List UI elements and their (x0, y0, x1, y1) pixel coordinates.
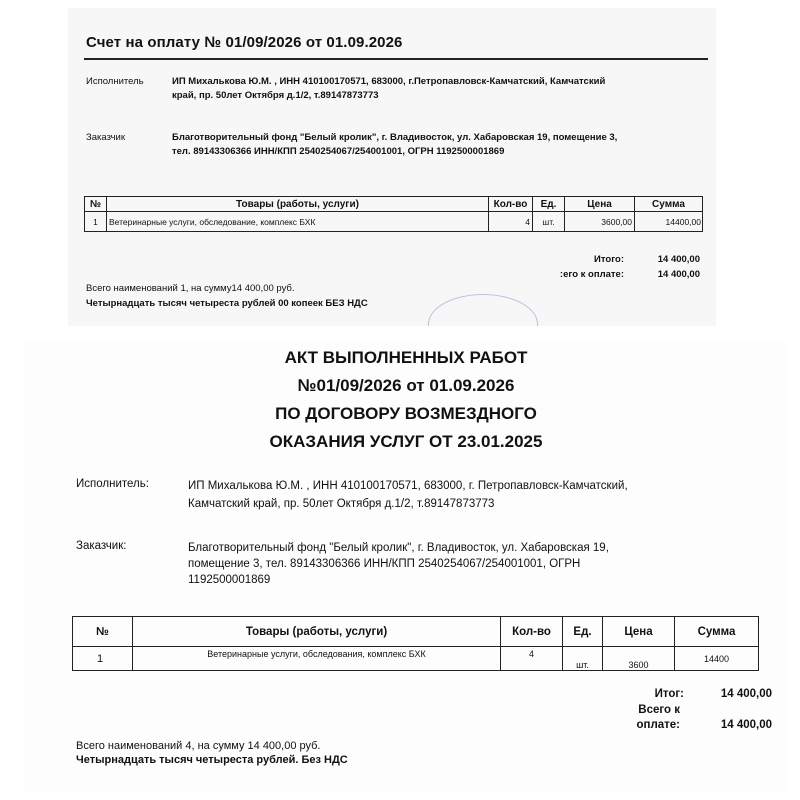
cell-goods: Ветеринарные услуги, обследования, комплекс БХК (133, 647, 501, 671)
cell-sum: 14400,00 (635, 212, 703, 232)
cell-quantity: 4 (501, 647, 563, 671)
invoice-to-pay-value: 14 400,00 (657, 269, 700, 280)
act-title-line-2: №01/09/2026 от 01.09.2026 (297, 376, 515, 395)
act-customer-line-3: 1192500001869 (188, 574, 271, 586)
table-row (85, 212, 703, 232)
act-title-line-1: АКТ ВЫПОЛНЕННЫХ РАБОТ (284, 348, 528, 367)
cell-sum: 14400 (675, 647, 759, 671)
column-header-number: № (73, 617, 133, 647)
act-title-line-4: ОКАЗАНИЯ УСЛУГ ОТ 23.01.2025 (269, 432, 543, 451)
invoice-title: Счет на оплату № 01/09/2026 от 01.09.2026 (86, 34, 403, 51)
invoice-summary-line: Всего наименований 1, на сумму14 400,00 руб. (86, 283, 295, 294)
column-header-sum: Сумма (675, 617, 759, 647)
invoice-total-value: 14 400,00 (657, 254, 700, 265)
act-executor-line-1: ИП Михалькова Ю.М. , ИНН 410100170571, 683000, г. Петропавловск-Камчатский, (188, 480, 628, 492)
invoice-executor-line-2: край, пр. 50лет Октября д.1/2, т.89147873773 (172, 90, 379, 101)
act-customer-label: Заказчик: (76, 540, 127, 552)
act-to-pay-label-line-2: оплате: (636, 719, 680, 731)
cell-quantity: 4 (489, 212, 533, 232)
invoice-items-table (84, 196, 703, 232)
panel-divider (68, 326, 716, 342)
act-summary-line: Всего наименований 4, на сумму 14 400,00 руб. (76, 740, 321, 752)
column-header-quantity: Кол-во (501, 617, 563, 647)
act-customer-line-2: помещение 3, тел. 89143306366 ИНН/КПП 2540254067/254001001, ОГРН (188, 558, 581, 570)
cell-price: 3600,00 (565, 212, 635, 232)
table-row (73, 647, 759, 671)
invoice-executor-label: Исполнитель (86, 76, 144, 87)
act-document (24, 342, 788, 792)
invoice-table-header-row (85, 197, 703, 212)
invoice-amount-in-words: Четырнадцать тысяч четыреста рублей 00 копеек БЕЗ НДС (86, 298, 368, 309)
column-header-unit: Ед. (563, 617, 603, 647)
invoice-total-label: Итого: (594, 254, 624, 265)
cell-number: 1 (73, 647, 133, 671)
act-executor-label: Исполнитель: (76, 478, 149, 490)
act-items-table (72, 616, 759, 671)
invoice-customer-line-2: тел. 89143306366 ИНН/КПП 2540254067/254001001, ОГРН 1192500001869 (172, 146, 505, 157)
act-table-header-row (73, 617, 759, 647)
cell-unit: шт. (563, 647, 603, 671)
column-header-sum: Сумма (635, 197, 703, 212)
cell-number: 1 (85, 212, 107, 232)
act-customer-line-1: Благотворительный фонд "Белый кролик", г. Владивосток, ул. Хабаровская 19, (188, 542, 609, 554)
act-title-line-3: ПО ДОГОВОРУ ВОЗМЕЗДНОГО (275, 404, 537, 423)
cell-goods: Ветеринарные услуги, обследование, комплекс БХК (107, 212, 489, 232)
act-amount-in-words: Четырнадцать тысяч четыреста рублей. Без НДС (76, 754, 348, 766)
stamp-mark (428, 294, 538, 326)
column-header-price: Цена (565, 197, 635, 212)
act-to-pay-label-line-1: Всего к (638, 704, 680, 716)
invoice-customer-line-1: Благотворительный фонд "Белый кролик", г. Владивосток, ул. Хабаровская 19, помещение 3, (172, 132, 618, 143)
cell-unit: шт. (533, 212, 565, 232)
invoice-title-rule (84, 58, 708, 60)
column-header-number: № (85, 197, 107, 212)
invoice-document (68, 8, 716, 326)
invoice-to-pay-label: :его к оплате: (559, 269, 624, 280)
column-header-goods: Товары (работы, услуги) (107, 197, 489, 212)
act-executor-line-2: Камчатский край, пр. 50лет Октября д.1/2, т.89147873773 (188, 498, 495, 510)
invoice-customer-label: Заказчик (86, 132, 126, 143)
column-header-price: Цена (603, 617, 675, 647)
act-total-value: 14 400,00 (720, 688, 772, 700)
cell-price: 3600 (603, 647, 675, 671)
act-total-label: Итог: (654, 688, 684, 700)
invoice-executor-line-1: ИП Михалькова Ю.М. , ИНН 410100170571, 683000, г.Петропавловск-Камчатский, Камчатский (172, 76, 606, 87)
column-header-unit: Ед. (533, 197, 565, 212)
column-header-quantity: Кол-во (489, 197, 533, 212)
act-to-pay-value: 14 400,00 (720, 719, 772, 731)
column-header-goods: Товары (работы, услуги) (133, 617, 501, 647)
